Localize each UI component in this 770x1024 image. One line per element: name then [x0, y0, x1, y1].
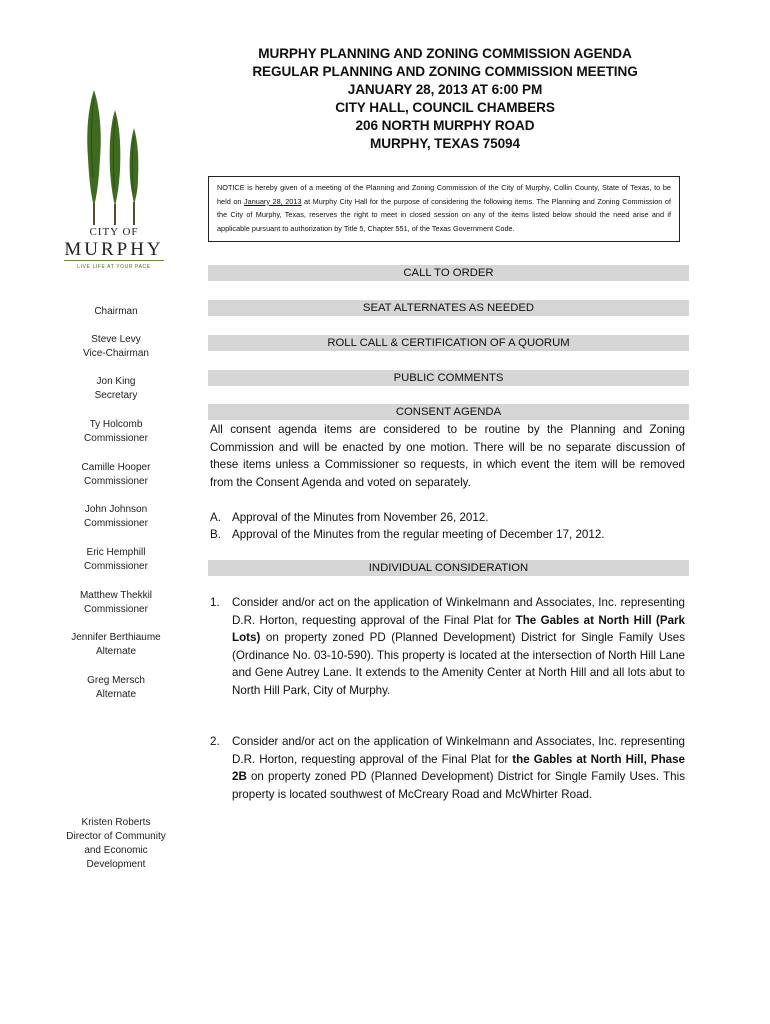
roster-title: Secretary [94, 390, 138, 401]
roster-title: Commissioner [84, 476, 148, 487]
roster-name: Eric Hemphill [86, 547, 146, 558]
header-line-4: CITY HALL, COUNCIL CHAMBERS [335, 100, 555, 115]
roster-title: Commissioner [84, 518, 148, 529]
roster-name: Steve Levy [91, 334, 141, 345]
item-text-bold: The Gables at North Hill (Park Lots) [232, 613, 686, 644]
header-line-2: REGULAR PLANNING AND ZONING COMMISSION MEETING [252, 64, 638, 79]
item-text-post: on property zoned PD (Planned Development) District for Single Family Uses (Ordinance No. 03-10-590). This property is located at the intersection of North Hill Lane and Gene Autrey Lane. It extends to the Amenity Center at North Hill and all lots abut to North Hill Park, City of Murphy. [232, 631, 685, 697]
roster-commissioner-1 [55, 418, 177, 446]
roster-name: John Johnson [84, 504, 148, 515]
agenda-header [210, 45, 680, 153]
consent-intro: All consent agenda items are considered to be routine by the Planning and Zoning Commission and will be enacted by one motion. There will be no separate discussion of these items unless a Commissioner so requests, in which event the item will be removed from the Consent Agenda and voted on separately. [210, 423, 685, 489]
roster-alternate-2 [55, 674, 177, 702]
notice-text-before: NOTICE is hereby given of a meeting of the Planning and Zoning Commission of the City of Murphy, Collin County, State of Texas, to be held on [217, 183, 671, 206]
roster-commissioner-2 [55, 461, 177, 489]
header-line-6: MURPHY, TEXAS 75094 [370, 136, 520, 151]
section-roll-call: ROLL CALL & CERTIFICATION OF A QUORUM [208, 335, 689, 351]
roster-name: Ty Holcomb [89, 419, 143, 430]
logo-tagline: LIVE LIFE AT YOUR PACE [77, 264, 151, 270]
roster-title: Vice-Chairman [83, 348, 149, 359]
city-of-murphy-logo [58, 88, 170, 276]
roster-secretary [55, 375, 177, 403]
item-number: 1. [210, 596, 220, 609]
roster-title: Chairman [94, 306, 138, 317]
roster-name: Matthew Thekkil [79, 590, 153, 601]
roster-alternate-1 [55, 631, 177, 659]
roster-commissioner-4 [55, 546, 177, 574]
section-individual-consideration: INDIVIDUAL CONSIDERATION [208, 560, 689, 576]
header-line-5: 206 NORTH MURPHY ROAD [355, 118, 535, 133]
notice-text-after: at Murphy City Hall for the purpose of considering the following items. The Planning and Zoning Commission of the City of Murphy, Texas, reserves the right to meet in closed session on any of the items listed below should the need arise and if applicable pursuant to authorization by Title 5, Chapter 551, of the Texas Government Code. [217, 196, 672, 233]
item-label: A. [210, 511, 221, 524]
roster-commissioner-3 [55, 503, 177, 531]
roster-title: Alternate [95, 689, 137, 700]
header-line-1: MURPHY PLANNING AND ZONING COMMISSION AGENDA [258, 46, 632, 61]
cypress-trees-icon [58, 88, 170, 228]
section-public-comments: PUBLIC COMMENTS [208, 370, 689, 386]
section-consent-agenda: CONSENT AGENDA [208, 404, 689, 420]
item-number: 2. [210, 735, 220, 748]
section-call-to-order: CALL TO ORDER [208, 265, 689, 281]
staff-title-line: Development [86, 859, 146, 870]
staff-title-line: and Economic [84, 845, 148, 856]
roster-name: Jennifer Berthiaume [71, 632, 161, 643]
roster-name: Jon King [96, 376, 136, 387]
item-text: Approval of the Minutes from the regular meeting of December 17, 2012. [232, 528, 605, 541]
roster-title: Commissioner [84, 561, 148, 572]
item-text: Approval of the Minutes from November 26, 2012. [232, 511, 489, 524]
logo-city-of: CITY OF [89, 226, 139, 238]
item-text [232, 733, 685, 803]
logo-divider [64, 260, 164, 261]
roster-title: Alternate [95, 646, 137, 657]
staff-title-line: Director of Community [66, 831, 166, 842]
meeting-notice [208, 176, 680, 242]
roster-title: Commissioner [84, 433, 148, 444]
roster-vice-chairman [55, 333, 177, 361]
logo-murphy: MURPHY [64, 239, 164, 260]
item-label: B. [210, 528, 221, 541]
roster-title: Commissioner [84, 604, 148, 615]
roster-name: Greg Mersch [87, 675, 145, 686]
item-text [232, 594, 685, 699]
item-text-post: on property zoned PD (Planned Development) District for Single Family Uses. This property is located southwest of McCreary Road and McWhirter Road. [232, 770, 685, 801]
header-line-3: JANUARY 28, 2013 AT 6:00 PM [347, 82, 543, 97]
roster-name: Camille Hooper [81, 462, 151, 473]
roster-staff [55, 816, 177, 872]
staff-name: Kristen Roberts [81, 817, 151, 828]
section-seat-alternates: SEAT ALTERNATES AS NEEDED [208, 300, 689, 316]
roster-commissioner-5 [55, 589, 177, 617]
item-text-pre: Consider and/or act on the application of Winkelmann and Associates, Inc. representing D.R. Horton, requesting approval of the Final Plat for [232, 735, 685, 766]
roster-chairman [55, 305, 177, 319]
item-text-bold: the Gables at North Hill, Phase 2B [232, 752, 686, 783]
notice-date: January 28, 2013 [244, 196, 302, 206]
item-text-pre: Consider and/or act on the application of Winkelmann and Associates, Inc. representing D.R. Horton, requesting approval of the Final Plat for [232, 596, 685, 627]
